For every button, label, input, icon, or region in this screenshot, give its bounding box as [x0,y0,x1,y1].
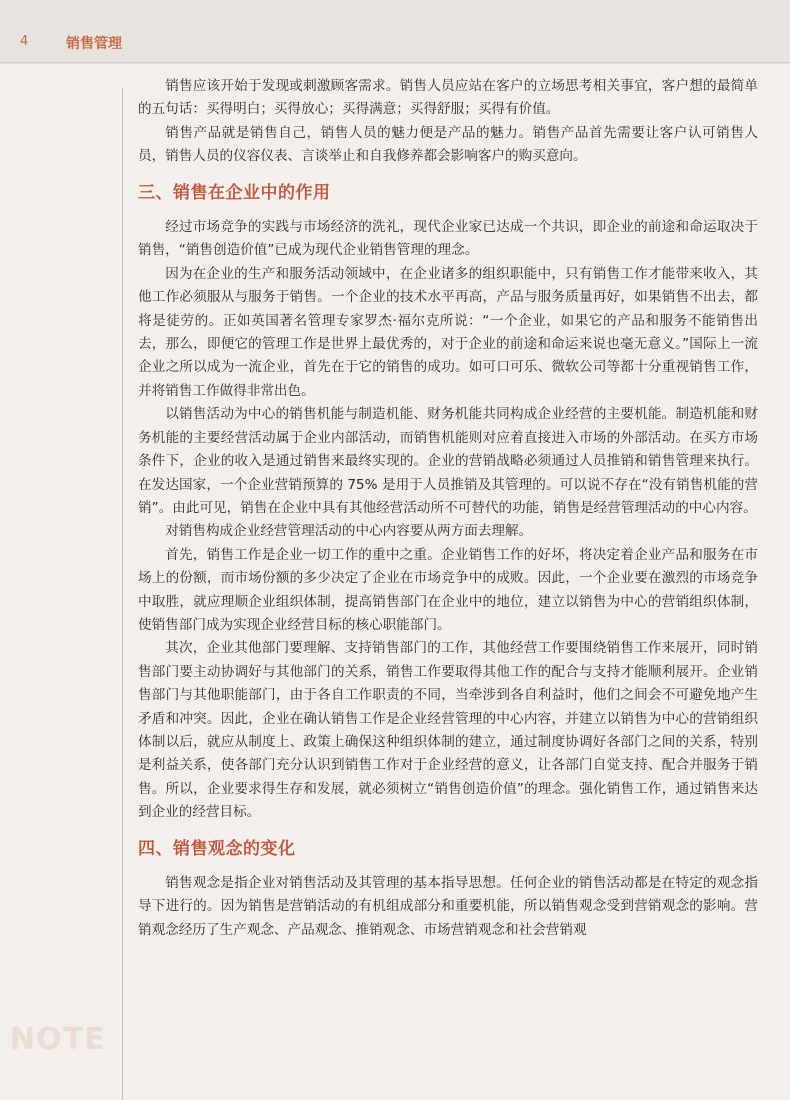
intro-paragraph-1: 销售应该开始于发现或刺激顾客需求。销售人员应站在客户的立场思考相关事宜，客户想的最简单的五句话：买得明白；买得放心；买得满意；买得舒服；买得有价值。 [138,78,758,118]
section-3-paragraph-2: 因为在企业的生产和服务活动领域中，在企业诸多的组织职能中，只有销售工作才能带来收入，其他工作必须服从与服务于销售。一个企业的技术水平再高，产品与服务质量再好，如果销售不出去，都将是徒劳的。正如英国著名管理专家罗杰·福尔克所说：“一个企业，如果它的产品和服务不能销售出去，那么，即便它的管理工作是世界上最优秀的，对于企业的前途和命运来说也毫无意义。”国际上一流企业之所以成为一流企业，首先在于它的销售的成功。如可口可乐、微软公司等都十分重视销售工作，并将销售工作做得非常出色。 [138,265,758,399]
running-title: 销售管理 [66,36,122,52]
section-3-paragraph-6: 其次，企业其他部门要理解、支持销售部门的工作，其他经营工作要围绕销售工作来展开，同时销售部门要主动协调好与其他部门的关系，销售工作要取得其他工作的配合与支持才能顺利展开。企业销售部门与其他职能部门，由于各自工作职责的不同，当牵涉到各自利益时，他们之间会不可避免地产生矛盾和冲突。因此，企业在确认销售工作是企业经营管理的中心内容，并建立以销售为中心的营销组织体制以后，就应从制度上、政策上确保这种组织体制的建立，通过制度协调好各部门之间的关系，特别是利益关系，使各部门充分认识到销售工作对于企业经营的意义，让各部门自觉支持、配合并服务于销售。所以，企业要求得生存和发展，就必须树立“销售创造价值”的理念。强化销售工作，通过销售来达到企业的经营目标。 [138,640,758,821]
section-3-heading: 三、销售在企业中的作用 [138,182,331,203]
section-3-paragraph-5: 首先，销售工作是企业一切工作的重中之重。企业销售工作的好坏，将决定着企业产品和服务在市场上的份额，而市场份额的多少决定了企业在市场竞争中的成败。因此，一个企业要在激烈的市场竞争中取胜，就应理顺企业组织体制，提高销售部门在企业中的地位，建立以销售为中心的营销组织体制，使销售部门成为实现企业经营目标的核心职能部门。 [138,546,758,633]
note-margin-label: NOTE [10,1022,106,1057]
section-3-paragraph-4: 对销售构成企业经营管理活动的中心内容要从两方面去理解。 [165,523,533,540]
section-4-heading: 四、销售观念的变化 [138,838,296,859]
page-number: 4 [20,34,29,49]
section-3-paragraph-3: 以销售活动为中心的销售机能与制造机能、财务机能共同构成企业经营的主要机能。制造机能和财务机能的主要经营活动属于企业内部活动，而销售机能则对应着直接进入市场的外部活动。在买方市场条件下，企业的收入是通过销售来最终实现的。企业的营销战略必须通过人员推销和销售管理来执行。在发达国家，一个企业营销预算的 75% 是用于人员推销及其管理的。可以说不存在“没有销售机能的营销”。由此可见，销售在企业中具有其他经营活动所不可替代的功能，销售是经营管理活动的中心内容。 [138,406,758,516]
header-band [0,0,790,64]
header-divider [0,62,790,63]
intro-paragraph-2: 销售产品就是销售自己，销售人员的魅力便是产品的魅力。销售产品首先需要让客户认可销售人员，销售人员的仪容仪表、言谈举止和自我修养都会影响客户的购买意向。 [138,124,758,165]
section-4-paragraph-1: 销售观念是指企业对销售活动及其管理的基本指导思想。任何企业的销售活动都是在特定的观念指导下进行的。因为销售是营销活动的有机组成部分和重要机能，所以销售观念受到营销观念的影响。营销观念经历了生产观念、产品观念、推销观念、市场营销观念和社会营销观 [138,875,758,938]
margin-rule [122,88,123,1100]
section-3-paragraph-1: 经过市场竞争的实践与市场经济的洗礼，现代企业家已达成一个共识，即企业的前途和命运取决于销售，“销售创造价值”已成为现代企业销售管理的理念。 [138,219,758,259]
body-text [138,75,758,942]
